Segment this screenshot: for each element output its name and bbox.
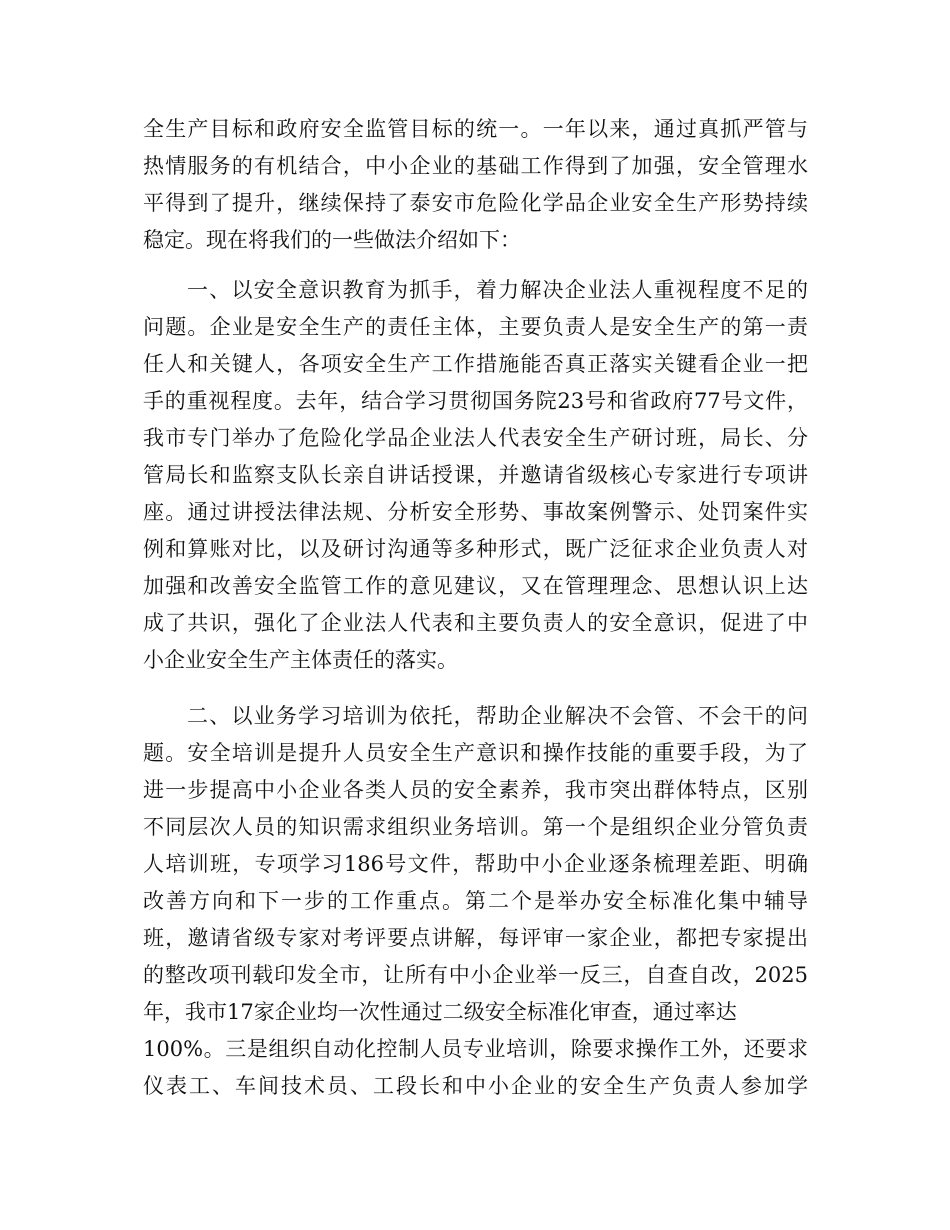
paragraph-line: 题。安全培训是提升人员安全生产意识和操作技能的重要手段，为了 — [143, 741, 808, 765]
paragraph-line: 成了共识，强化了企业法人代表和主要负责人的安全意识，促进了中 — [143, 611, 808, 635]
paragraph-line: 的整改项刊载印发全市，让所有中小企业举一反三，自查自改，2025 — [143, 963, 808, 987]
paragraph-line: 班，邀请省级专家对考评要点讲解，每评审一家企业，都把专家提出 — [143, 926, 808, 950]
paragraph-line: 手的重视程度。去年，结合学习贯彻国务院23号和省政府77号文件， — [143, 389, 808, 413]
paragraph-line: 例和算账对比，以及研讨沟通等多种形式，既广泛征求企业负责人对 — [143, 537, 808, 561]
paragraph-line: 改善方向和下一步的工作重点。第二个是举办安全标准化集中辅导 — [143, 889, 808, 913]
paragraph-line: 问题。企业是安全生产的责任主体，主要负责人是安全生产的第一责 — [143, 315, 808, 339]
paragraph-line: 100%。三是组织自动化控制人员专业培训，除要求操作工外，还要求 — [143, 1037, 808, 1061]
paragraph-line: 热情服务的有机结合，中小企业的基础工作得到了加强，安全管理水 — [143, 154, 808, 178]
paragraph-line: 一、以安全意识教育为抓手，着力解决企业法人重视程度不足的 — [187, 278, 808, 302]
paragraph-line: 任人和关键人，各项安全生产工作措施能否真正落实关键看企业一把 — [143, 352, 808, 376]
paragraph-line: 不同层次人员的知识需求组织业务培训。第一个是组织企业分管负责 — [143, 815, 808, 839]
paragraph-line: 我市专门举办了危险化学品企业法人代表安全生产研讨班，局长、分 — [143, 426, 808, 450]
paragraph-line: 年，我市17家企业均一次性通过二级安全标准化审查，通过率达 — [143, 1000, 737, 1024]
paragraph-line: 二、以业务学习培训为依托，帮助企业解决不会管、不会干的问 — [187, 704, 808, 728]
paragraph-line: 管局长和监察支队长亲自讲话授课，并邀请省级核心专家进行专项讲 — [143, 463, 808, 487]
paragraph-line: 稳定。现在将我们的一些做法介绍如下： — [143, 228, 521, 252]
paragraph-line: 人培训班，专项学习186号文件，帮助中小企业逐条梳理差距、明确 — [143, 852, 808, 876]
paragraph-line: 平得到了提升，继续保持了泰安市危险化学品企业安全生产形势持续 — [143, 191, 808, 215]
paragraph-line: 仪表工、车间技术员、工段长和中小企业的安全生产负责人参加学 — [143, 1074, 808, 1098]
paragraph-line: 全生产目标和政府安全监管目标的统一。一年以来，通过真抓严管与 — [143, 117, 808, 141]
paragraph-line: 加强和改善安全监管工作的意见建议，又在管理理念、思想认识上达 — [143, 574, 808, 598]
paragraph-line: 座。通过讲授法律法规、分析安全形势、事故案例警示、处罚案件实 — [143, 500, 808, 524]
paragraph-line: 进一步提高中小企业各类人员的安全素养，我市突出群体特点，区别 — [143, 778, 808, 802]
paragraph-line: 小企业安全生产主体责任的落实。 — [143, 648, 458, 672]
